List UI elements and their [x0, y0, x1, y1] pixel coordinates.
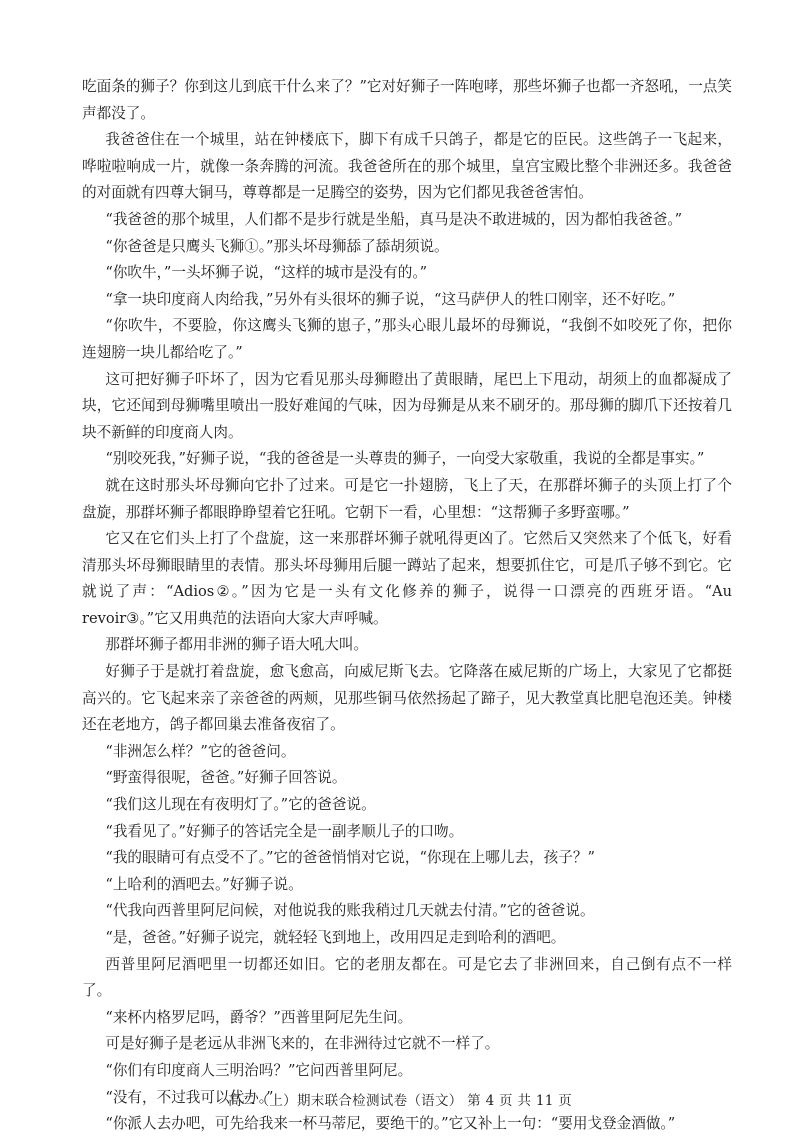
paragraph: “我看见了。”好狮子的答话完全是一副孝顺儿子的口吻。 [105, 822, 464, 840]
paragraph: “来杯内格罗尼吗，爵爷？”西普里阿尼先生问。 [105, 1008, 413, 1026]
story-text [82, 74, 732, 1138]
paragraph: 好狮子于是就打着盘旋，愈飞愈高，向威尼斯飞去。它降落在威尼斯的广场上，大家见了它都挺高兴的。它飞起来亲了亲爸爸的两颊，见那些铜马依然扬起了蹄子，见大教堂真比肥皂泡还美。钟楼还在老地方，鸽子都回巢去准备夜宿了。 [82, 663, 732, 734]
paragraph: “我爸爸的那个城里，人们都不是步行就是坐船，真马是决不敢进城的，因为都怕我爸爸。” [105, 210, 683, 228]
paragraph: “非洲怎么样？”它的爸爸问。 [105, 742, 296, 760]
paragraph: “我们这儿现在有夜明灯了。”它的爸爸说。 [105, 796, 376, 814]
paragraph: 我爸爸住在一个城里，站在钟楼底下，脚下有成千只鸽子，都是它的臣民。这些鸽子一飞起来，哗啦啦响成一片，就像一条奔腾的河流。我爸爸所在的那个城里，皇宫宝殿比整个非洲还多。我爸爸的对面就有四尊大铜马，尊尊都是一足腾空的姿势，因为它们都见我爸爸害怕。 [82, 131, 732, 202]
paragraph: 西普里阿尼酒吧里一切都还如旧。它的老朋友都在。可是它去了非洲回来，自己倒有点不一样了。 [82, 955, 732, 1000]
paragraph: “我的眼睛可有点受不了。”它的爸爸悄悄对它说，“你现在上哪儿去，孩子？” [105, 849, 595, 867]
paragraph: “代我向西普里阿尼问候，对他说我的账我稍过几天就去付清。”它的爸爸说。 [105, 902, 595, 920]
paragraph: “别咬死我，”好狮子说，“我的爸爸是一头尊贵的狮子，一向受大家敬重，我说的全都是事实。” [105, 450, 705, 468]
paragraph: “你们有印度商人三明治吗？”它问西普里阿尼。 [105, 1061, 413, 1079]
paragraph: “没有，不过我可以代办。” [105, 1088, 274, 1106]
paragraph: “你吹牛，”一头坏狮子说，“这样的城市是没有的。” [105, 264, 428, 282]
paragraph: “拿一块印度商人肉给我，”另外有头很坏的狮子说，“这马萨伊人的牲口刚宰，还不好吃。” [105, 290, 676, 308]
paragraph: “你爸爸是只鹰头飞狮①。”那头坏母狮舔了舔胡须说。 [105, 237, 449, 255]
paragraph: 就在这时那头坏母狮向它扑了过来。可是它一扑翅膀，飞上了天，在那群坏狮子的头顶上打了个盘旋，那群坏狮子都眼睁睁望着它狂吼。它朝下一看，心里想：“这帮狮子多野蛮哪。” [82, 476, 732, 521]
paragraph: 它又在它们头上打了个盘旋，这一来那群坏狮子就吼得更凶了。它然后又突然来了个低飞，好看清那头坏母狮眼睛里的表情。那头坏母狮用后腿一蹲站了起来，想要抓住它，可是爪子够不到它。它就说了声：“Adios②。”因为它是一头有文化修养的狮子，说得一口漂亮的西班牙语。“Au revoir③。”它又用典范的法语向大家大声呼喊。 [82, 530, 732, 627]
paragraph: 那群坏狮子都用非洲的狮子语大吼大叫。 [105, 636, 369, 654]
paragraph: “是，爸爸。”好狮子说完，就轻轻飞到地上，改用四足走到哈利的酒吧。 [105, 929, 566, 946]
paragraph: 吃面条的狮子？你到这儿到底干什么来了？”它对好狮子一阵咆哮，那些坏狮子也都一齐怒吼，一点笑声都没了。 [82, 78, 732, 122]
paragraph: “上哈利的酒吧去。”好狮子说。 [105, 875, 303, 893]
paragraph: “你派人去办吧，可先给我来一杯马蒂尼，要绝干的。”它又补上一句：“要用戈登金酒做。” [105, 1115, 676, 1133]
page-footer: 高二（上）期末联合检测试卷（语文） 第 4 页 共 11 页 [227, 1093, 572, 1109]
paragraph: “野蛮得很呢，爸爸。”好狮子回答说。 [105, 769, 347, 787]
paragraph: 可是好狮子是老远从非洲飞来的，在非洲待过它就不一样了。 [105, 1035, 500, 1053]
paragraph: “你吹牛，不要脸，你这鹰头飞狮的崽子，”那头心眼儿最坏的母狮说，“我倒不如咬死了你，把你连翅膀一块儿都给吃了。” [82, 317, 732, 361]
paragraph: 这可把好狮子吓坏了，因为它看见那头母狮瞪出了黄眼睛，尾巴上下甩动，胡须上的血都凝成了块，它还闻到母狮嘴里喷出一股好难闻的气味，因为母狮是从来不刷牙的。那母狮的脚爪下还按着几块不新鲜的印度商人肉。 [82, 370, 732, 441]
